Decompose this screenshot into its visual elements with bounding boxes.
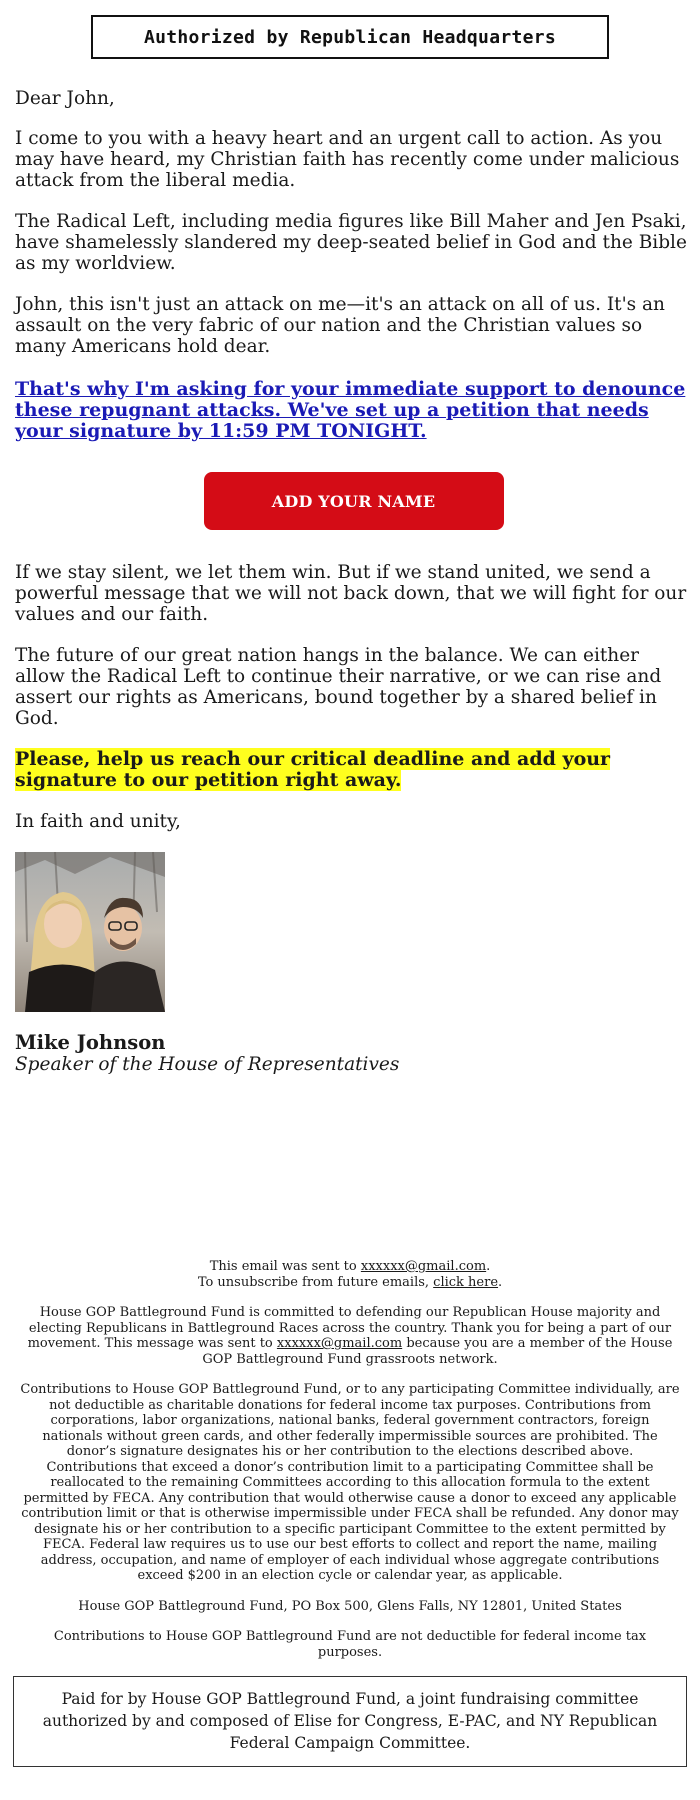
contributions-disclaimer: Contributions to House GOP Battleground Fund, or to any participating Committee individually, are not deductible as charitable donations for federal income tax purposes. Contributions from corporations, labor organizations, national banks, federal government contractors, foreign nationals without green cards, and other federally impermissible sources are prohibited. The donor’s signature designates his or her contribution to the elections described above. Contributions that exceed a donor’s contribution limit to a participating Committee shall be reallocated to the remaining Committees according to this allocation formula to the extent permitted by FECA. Any contribution that would otherwise cause a donor to exceed any applicable contribution limit or that is otherwise impermissible under FECA shall be refunded. Any donor may designate his or her contribution to a specific participant Committee to the extent permitted by FECA. Federal law requires us to use our best efforts to collect and report the name, mailing address, occupation, and name of employer of each individual whose aggregate contributions exceed $200 in an election cycle or calendar year, as applicable. (20, 1382, 680, 1583)
greeting: Dear John, (15, 88, 115, 109)
closing-line: In faith and unity, (15, 811, 181, 832)
paragraph-attack: John, this isn't just an attack on me—it's an attack on all of us. It's an assault on the very fabric of our nation and the Christian values so many Americans hold dear. (15, 294, 665, 357)
cta-row (15, 472, 692, 530)
unsubscribe-line (20, 1275, 680, 1291)
unsubscribe-prefix: To unsubscribe from future emails, (197, 1274, 434, 1290)
commitment-email-link[interactable]: xxxxxx@gmail.com (276, 1336, 403, 1351)
paid-for-text: Paid for by House GOP Battleground Fund, a joint fundraising committee authorized by and composed of Elise for Congress, E-PAC, and NY Republican Federal Campaign Committee. (42, 1690, 658, 1752)
unsubscribe-suffix: . (498, 1274, 503, 1290)
paragraph-radical-left: The Radical Left, including media figures like Bill Maher and Jen Psaki, have shamelessly slandered my deep-seated belief in God and the Bible as my worldview. (15, 211, 687, 274)
email-body (8, 15, 692, 1767)
authorized-text: Authorized by Republican Headquarters (143, 26, 557, 48)
authorized-banner (91, 15, 609, 59)
paragraph-future: The future of our great nation hangs in the balance. We can either allow the Radical Left to continue their narrative, or we can rise and assert our rights as Americans, bound together by a shared belief in God. (15, 645, 662, 729)
highlight-text: Please, help us reach our critical deadline and add your signature to our petition right away. (15, 748, 611, 791)
add-your-name-button[interactable]: ADD YOUR NAME (204, 472, 504, 530)
signer-name: Mike Johnson (15, 1031, 166, 1054)
not-deductible-notice: Contributions to House GOP Battleground Fund are not deductible for federal income tax purposes. (53, 1629, 647, 1660)
highlight-paragraph (15, 749, 692, 791)
paid-for-box (13, 1676, 687, 1767)
recipient-email-link[interactable]: xxxxxx@gmail.com (360, 1259, 487, 1274)
sent-to-line (20, 1259, 680, 1275)
signer-photo-image (15, 852, 165, 1012)
letter (8, 88, 692, 1075)
commitment-text (20, 1305, 680, 1367)
paragraph-intro: I come to you with a heavy heart and an urgent call to action. As you may have heard, my Christian faith has recently come under malicious attack from the liberal media. (15, 128, 680, 191)
sent-to-suffix: . (486, 1259, 491, 1274)
signer-title: Speaker of the House of Representatives (15, 1054, 400, 1075)
paragraph-stay-silent: If we stay silent, we let them win. But if we stand united, we send a powerful message that we will not back down, that we will fight for our values and our faith. (15, 562, 687, 625)
sent-to-prefix: This email was sent to (209, 1259, 361, 1274)
signer-photo (15, 852, 165, 1012)
petition-link[interactable]: That's why I'm asking for your immediate support to denounce these repugnant attacks. We've set up a petition that needs your signature by 11:59 PM TONIGHT. (15, 378, 686, 442)
commitment-text-a: House GOP Battleground Fund is committed to defending our Republican House majority and electing Republicans in Battleground Races across the country. Thank you for being a part of our movement. This message was sent to (27, 1305, 672, 1351)
mailing-address: House GOP Battleground Fund, PO Box 500, Glens Falls, NY 12801, United States (78, 1598, 622, 1614)
petition-link-paragraph (15, 379, 692, 442)
commitment-text-b: because you are a member of the House GOP Battleground Fund grassroots network. (202, 1336, 673, 1367)
unsubscribe-link[interactable]: click here (433, 1274, 499, 1290)
footer (20, 1259, 680, 1660)
